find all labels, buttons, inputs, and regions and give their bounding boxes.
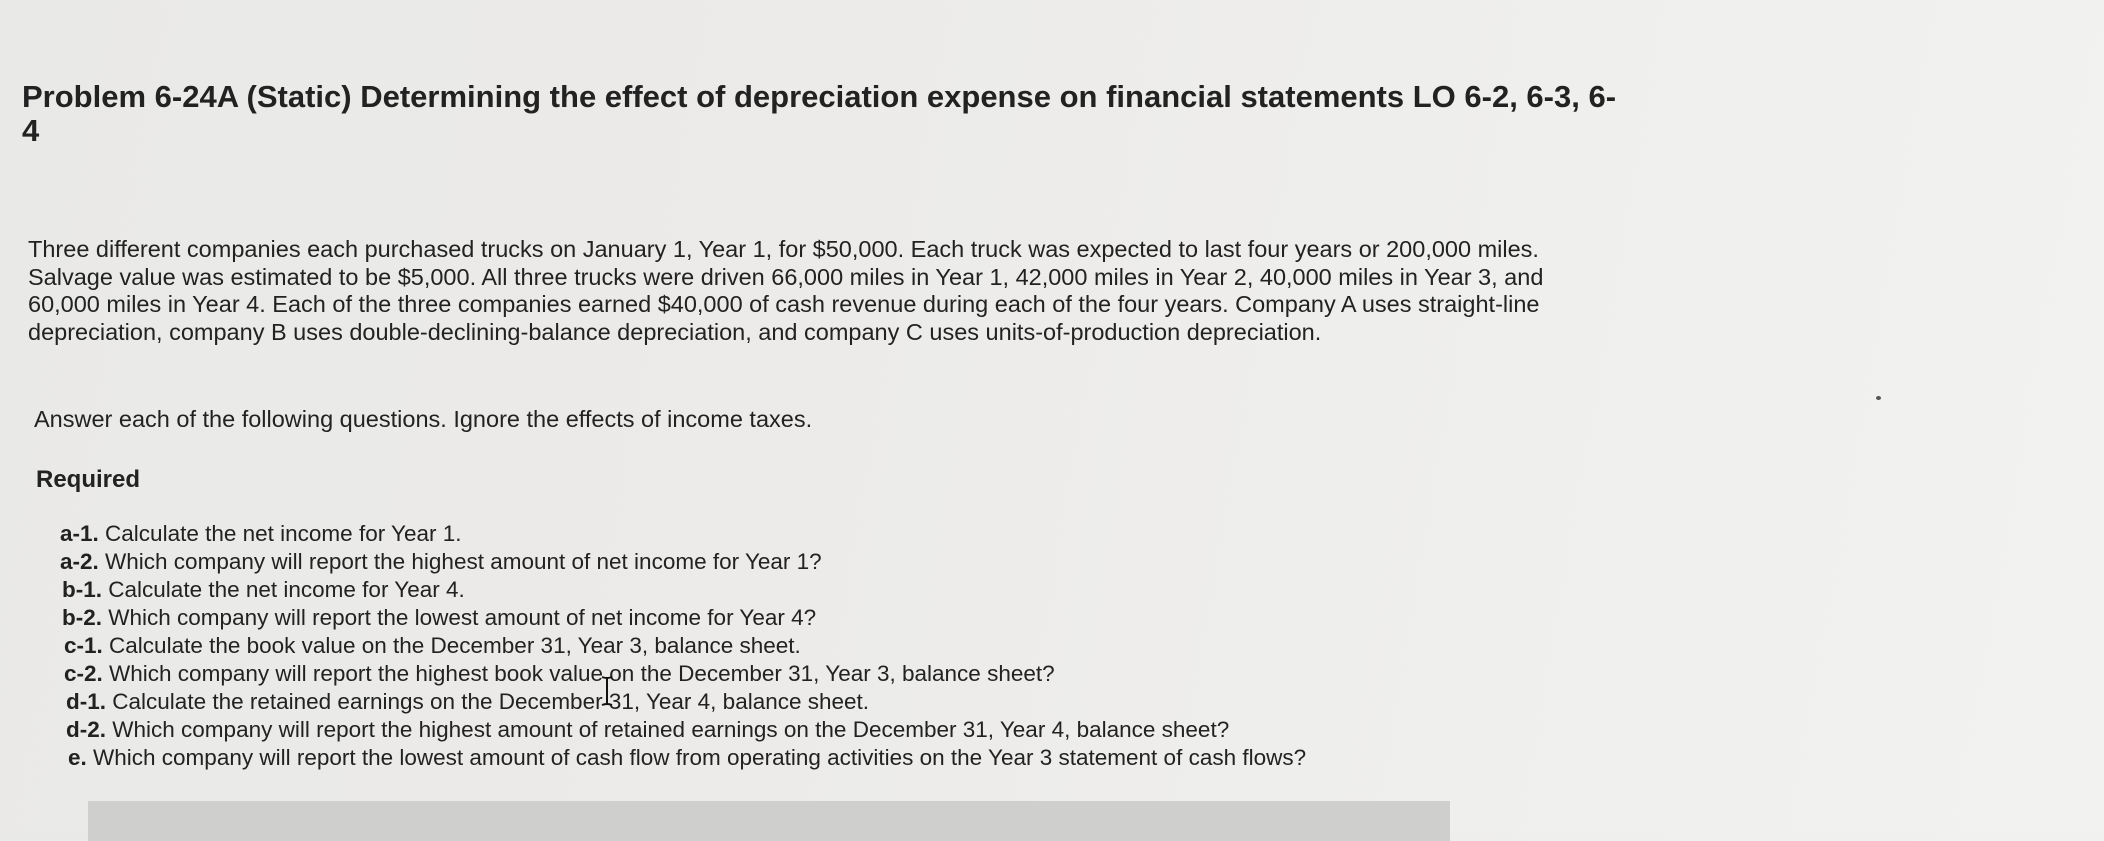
- required-heading: Required: [36, 466, 141, 493]
- answer-panel-header[interactable]: [88, 801, 1450, 841]
- requirement-text: Which company will report the highest book value on the December 31, Year 3, balance sheet?: [109, 661, 1055, 686]
- requirement-text: Calculate the net income for Year 1.: [105, 521, 462, 546]
- requirement-key: a-2.: [60, 549, 99, 574]
- requirement-item: [60, 688, 1306, 716]
- problem-description: Three different companies each purchased trucks on January 1, Year 1, for $50,000. Each truck was expected to last four years or 200,000 miles. Salvage value was estimated to be $5,000. All three trucks were driven 66,000 miles in Year 1, 42,000 miles in Year 2, 40,000 miles in Year 3, and 60,000 miles in Year 4. Each of the three companies earned $40,000 of cash revenue during each of the four years. Company A uses straight-line depreciation, company B uses double-declining-balance depreciation, and company C uses units-of-production depreciation.: [28, 236, 1544, 345]
- requirements-list: [60, 520, 1306, 772]
- requirement-item: [60, 716, 1306, 744]
- requirement-text: Calculate the net income for Year 4.: [108, 577, 465, 602]
- requirement-item: [60, 520, 1306, 548]
- requirement-item: [60, 744, 1306, 772]
- requirement-key: c-2.: [64, 661, 103, 686]
- requirement-key: b-1.: [62, 577, 103, 602]
- requirement-key: d-2.: [66, 717, 107, 742]
- requirement-item: [60, 548, 1306, 576]
- requirement-text: Which company will report the lowest amount of cash flow from operating activities on the Year 3 statement of cash flows?: [93, 745, 1307, 770]
- requirement-text: Which company will report the highest amount of retained earnings on the December 31, Year 4, balance sheet?: [112, 717, 1230, 742]
- requirement-text: Which company will report the highest amount of net income for Year 1?: [105, 549, 822, 574]
- problem-title: Problem 6-24A (Static) Determining the effect of depreciation expense on financial statements LO 6-2, 6-3, 6-4: [22, 79, 1617, 148]
- requirement-text: Which company will report the lowest amount of net income for Year 4?: [108, 605, 817, 630]
- requirement-text: Calculate the retained earnings on the December 31, Year 4, balance sheet.: [112, 689, 870, 714]
- instruction-text: Answer each of the following questions. Ignore the effects of income taxes.: [34, 406, 813, 432]
- requirement-key: a-1.: [60, 521, 99, 546]
- requirement-key: d-1.: [66, 689, 107, 714]
- dust-speck: [1876, 396, 1881, 400]
- text-cursor-icon: [600, 676, 614, 706]
- requirement-item: [60, 660, 1306, 688]
- requirement-key: b-2.: [62, 605, 103, 630]
- requirement-item: [60, 576, 1306, 604]
- requirement-item: [60, 604, 1306, 632]
- requirement-key: e.: [68, 745, 87, 770]
- requirement-text: Calculate the book value on the December 31, Year 3, balance sheet.: [109, 633, 801, 658]
- requirement-item: [60, 632, 1306, 660]
- requirement-key: c-1.: [64, 633, 103, 658]
